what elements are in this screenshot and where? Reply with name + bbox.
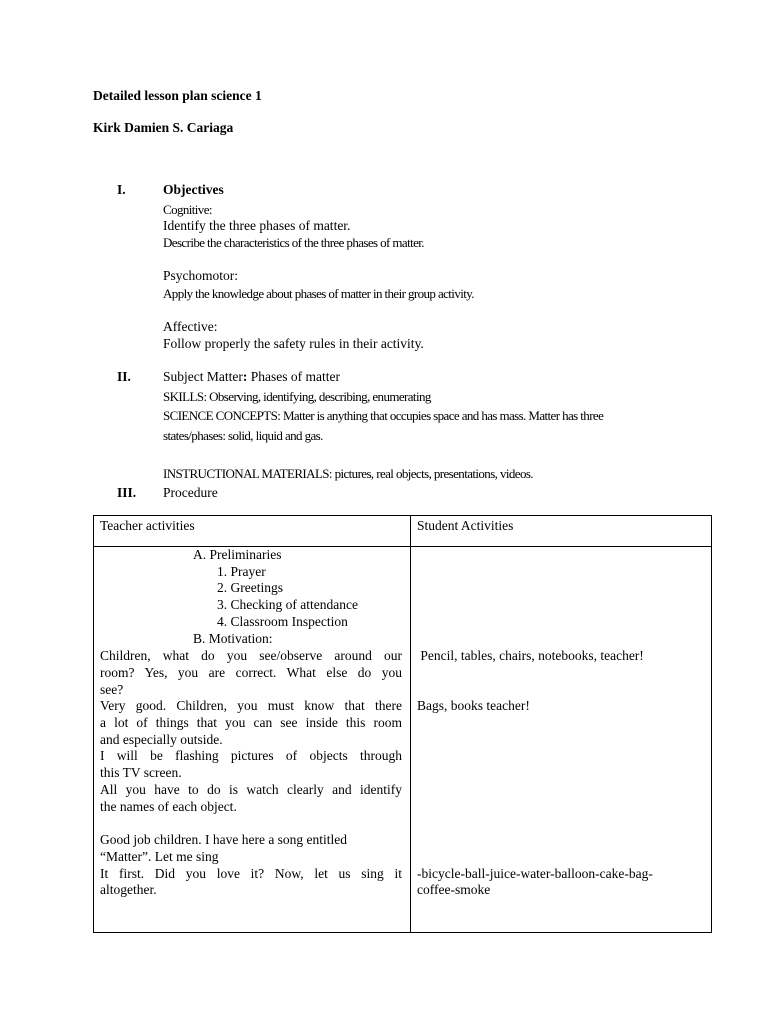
teacher-line: room? Yes, you are correct. What else do you: [100, 665, 402, 680]
skills-line: SKILLS: Observing, identifying, describing, enumerating: [163, 389, 431, 404]
preliminaries-item: 3. Checking of attendance: [217, 597, 358, 612]
header-student-activities: Student Activities: [417, 518, 514, 533]
cognitive-objective-2: Describe the characteristics of the three phases of matter.: [163, 235, 424, 250]
student-line: Bags, books teacher!: [417, 698, 530, 713]
teacher-line: Good job children. I have here a song entitled: [100, 832, 348, 847]
preliminaries-item: 2. Greetings: [217, 580, 283, 595]
table-header-divider: [94, 546, 711, 547]
teacher-line: It first. Did you love it? Now, let us sing it: [100, 866, 402, 881]
teacher-line: and especially outside.: [100, 732, 223, 747]
section-heading-objectives: Objectives: [163, 182, 224, 197]
section-heading-procedure: Procedure: [163, 485, 218, 500]
teacher-line: Very good. Children, you must know that there: [100, 698, 402, 713]
subject-matter-colon: :: [242, 369, 251, 384]
motivation-heading: B. Motivation:: [193, 631, 273, 646]
student-line: coffee-smoke: [417, 882, 491, 897]
psychomotor-objective-1: Apply the knowledge about phases of matter in their group activity.: [163, 286, 474, 301]
author-name: Kirk Damien S. Cariaga: [93, 120, 234, 135]
header-teacher-activities: Teacher activities: [100, 518, 195, 533]
section-number-1: I.: [117, 182, 126, 197]
teacher-line: All you have to do is watch clearly and identify: [100, 782, 402, 797]
teacher-line: I will be flashing pictures of objects through: [100, 748, 402, 763]
psychomotor-label: Psychomotor:: [163, 268, 239, 283]
instructional-materials-line: INSTRUCTIONAL MATERIALS: pictures, real objects, presentations, videos.: [163, 466, 533, 481]
teacher-line: this TV screen.: [100, 765, 182, 780]
table-column-divider: [410, 516, 411, 932]
preliminaries-heading: A. Preliminaries: [193, 547, 282, 562]
teacher-line: altogether.: [100, 882, 157, 897]
preliminaries-item: 1. Prayer: [217, 564, 266, 579]
teacher-line: see?: [100, 682, 124, 697]
cognitive-objective-1: Identify the three phases of matter.: [163, 218, 351, 233]
teacher-line: “Matter”. Let me sing: [100, 849, 219, 864]
student-line: Pencil, tables, chairs, notebooks, teacher!: [417, 648, 644, 663]
subject-matter-topic: Phases of matter: [250, 369, 340, 384]
subject-matter-heading: Subject Matter: [163, 369, 243, 384]
student-line: -bicycle-ball-juice-water-balloon-cake-bag-: [417, 866, 653, 881]
section-number-2: II.: [117, 369, 131, 384]
science-concepts-line-2: states/phases: solid, liquid and gas.: [163, 428, 323, 443]
affective-objective-1: Follow properly the safety rules in their activity.: [163, 336, 424, 351]
affective-label: Affective:: [163, 319, 218, 334]
activities-table: [93, 515, 712, 933]
teacher-line: a lot of things that you can see inside this room: [100, 715, 402, 730]
teacher-line: Children, what do you see/observe around our: [100, 648, 402, 663]
section-number-3: III.: [117, 485, 137, 500]
preliminaries-item: 4. Classroom Inspection: [217, 614, 348, 629]
cognitive-label: Cognitive:: [163, 202, 212, 217]
subject-matter-line: [163, 369, 340, 385]
document-title: Detailed lesson plan science 1: [93, 88, 262, 103]
science-concepts-line-1: SCIENCE CONCEPTS: Matter is anything that occupies space and has mass. Matter has three: [163, 408, 604, 423]
teacher-line: the names of each object.: [100, 799, 237, 814]
